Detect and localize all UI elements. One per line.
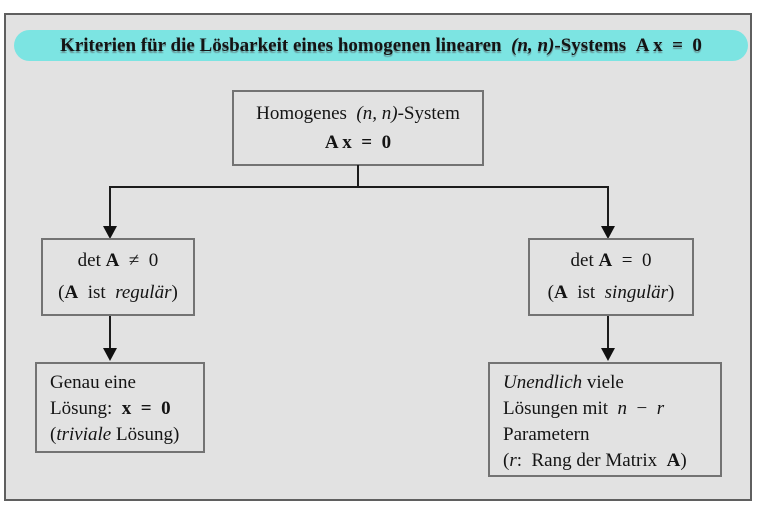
connector-right-result: [607, 316, 609, 350]
node-line: det A = 0: [570, 250, 652, 271]
node-homogeneous-system: [232, 90, 484, 166]
title-formula: A x = 0: [635, 34, 702, 56]
node-line: (triviale Lösung): [50, 424, 180, 445]
title-text: Kriterien für die Lösbarkeit eines homogenen linearen: [60, 34, 512, 56]
connector-root-stem: [357, 165, 359, 188]
title-suffix: -Systems: [554, 34, 636, 56]
node-line: Unendlich viele: [503, 372, 624, 393]
node-line: (A ist regulär): [58, 282, 178, 303]
figure-title-banner: [14, 30, 748, 61]
node-formula: A x = 0: [324, 132, 392, 153]
node-line: Lösungen mit n − r: [503, 398, 665, 419]
node-line: Genau eine: [50, 372, 136, 393]
node-line: (A ist singulär): [547, 282, 675, 303]
node-infinite-solutions: [488, 362, 722, 477]
node-line: Homogenes (n, n)-System: [256, 103, 460, 124]
title-system-notation: (n, n): [511, 34, 555, 56]
node-unique-solution: [35, 362, 205, 453]
node-line: Lösung: x = 0: [50, 398, 171, 419]
node-det-nonzero: [41, 238, 195, 316]
node-line: Parametern: [503, 424, 590, 445]
node-det-zero: [528, 238, 694, 316]
node-line: (r: Rang der Matrix A): [503, 450, 687, 471]
connector-left-drop: [109, 186, 111, 228]
arrow-down-icon: [601, 348, 615, 361]
connector-left-result: [109, 316, 111, 350]
node-line: det A ≠ 0: [77, 250, 159, 271]
arrow-down-icon: [103, 348, 117, 361]
connector-right-drop: [607, 186, 609, 228]
connector-branch-bar: [109, 186, 609, 188]
